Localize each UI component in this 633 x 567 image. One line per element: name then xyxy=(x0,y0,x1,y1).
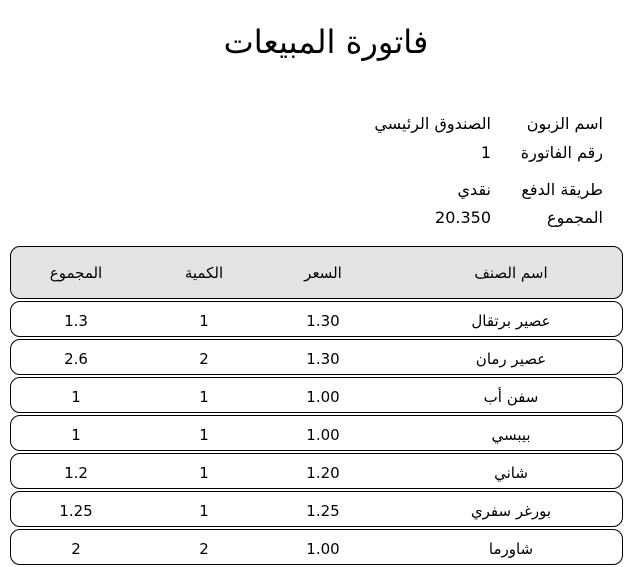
row-total: 2.6 xyxy=(64,350,88,368)
row-item-name: بورغر سفري xyxy=(470,502,552,520)
row-total: 1.3 xyxy=(64,312,88,330)
table-row[interactable] xyxy=(10,491,623,527)
row-price: 1.30 xyxy=(306,350,340,368)
row-price: 1.00 xyxy=(306,540,340,558)
header-total: المجموع xyxy=(49,263,103,282)
row-quantity: 2 xyxy=(199,350,209,368)
row-price: 1.00 xyxy=(306,426,340,444)
table-row[interactable] xyxy=(10,339,623,375)
header-price: السعر xyxy=(304,263,342,282)
row-price: 1.00 xyxy=(306,388,340,406)
row-quantity: 1 xyxy=(199,312,209,330)
row-item-name: بيبسي xyxy=(491,426,531,444)
table-row[interactable] xyxy=(10,529,623,565)
payment-method-value: نقدي xyxy=(457,180,491,199)
row-total: 1.2 xyxy=(64,464,88,482)
row-price: 1.25 xyxy=(306,502,340,520)
row-price: 1.20 xyxy=(306,464,340,482)
payment-method-label: طريقة الدفع xyxy=(521,180,603,199)
grand-total-label: المجموع xyxy=(547,208,603,227)
row-total: 1 xyxy=(71,388,81,406)
row-quantity: 1 xyxy=(199,464,209,482)
row-price: 1.30 xyxy=(306,312,340,330)
row-quantity: 1 xyxy=(199,388,209,406)
row-item-name: شاورما xyxy=(488,540,534,558)
invoice-title: فاتورة المبيعات xyxy=(223,23,429,61)
grand-total-value: 20.350 xyxy=(435,208,491,227)
table-row[interactable] xyxy=(10,301,623,337)
row-total: 2 xyxy=(71,540,81,558)
items-table xyxy=(10,246,623,565)
row-item-name: عصير برتقال xyxy=(471,312,551,330)
invoice-number-value: 1 xyxy=(480,143,491,162)
customer-label: اسم الزبون xyxy=(526,114,603,133)
table-row[interactable] xyxy=(10,415,623,451)
header-quantity: الكمية xyxy=(184,263,224,282)
table-body xyxy=(10,301,623,565)
row-quantity: 1 xyxy=(199,502,209,520)
row-item-name: شاني xyxy=(494,464,528,482)
row-quantity: 2 xyxy=(199,540,209,558)
invoice-number-label: رقم الفاتورة xyxy=(520,143,603,162)
table-row[interactable] xyxy=(10,453,623,489)
customer-value: الصندوق الرئيسي xyxy=(374,114,491,133)
row-total: 1.25 xyxy=(59,502,93,520)
row-quantity: 1 xyxy=(199,426,209,444)
row-item-name: عصير رمان xyxy=(475,350,547,368)
row-total: 1 xyxy=(71,426,81,444)
row-item-name: سفن أب xyxy=(483,388,539,406)
header-item-name: اسم الصنف xyxy=(474,263,548,282)
table-header xyxy=(10,246,623,299)
table-row[interactable] xyxy=(10,377,623,413)
